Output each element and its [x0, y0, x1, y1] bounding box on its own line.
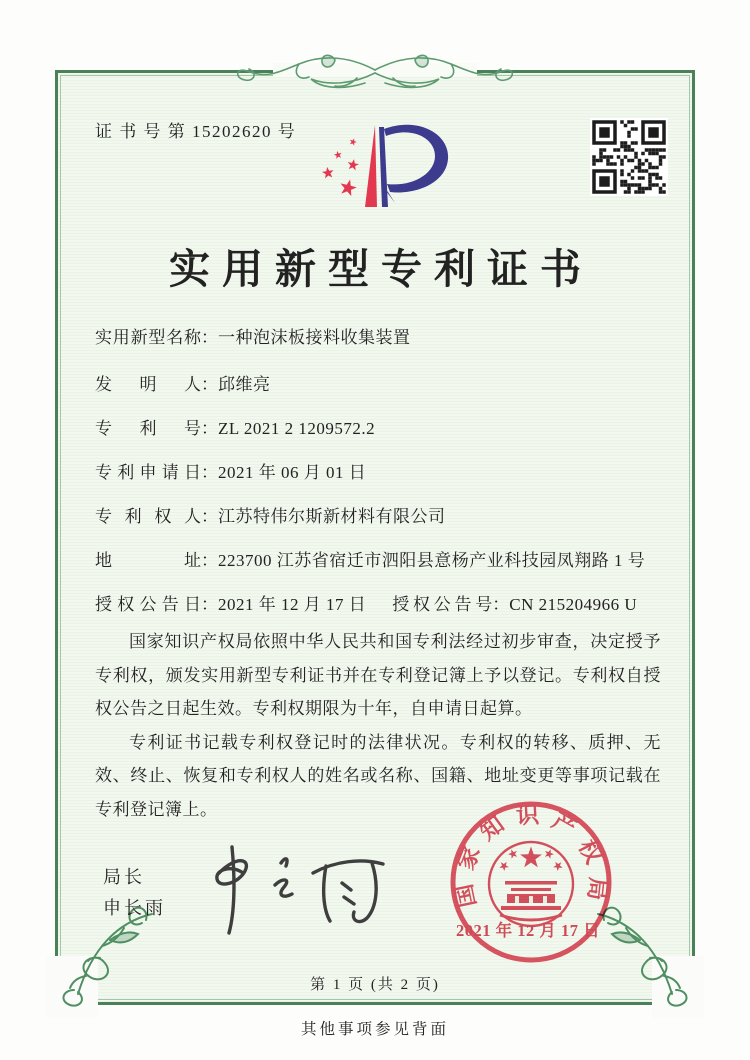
- top-flourish-ornament: [215, 48, 535, 96]
- logo-stars: [321, 137, 359, 197]
- field-label: 专利申请日: [95, 463, 201, 482]
- director-name: 申长雨: [103, 898, 166, 918]
- field-label: 专利权人: [95, 507, 201, 526]
- field-row-inventor: [95, 373, 661, 396]
- field-row-address: [95, 549, 661, 572]
- field-row-filing-date: [95, 461, 661, 484]
- field-row-patent-number: [95, 417, 661, 440]
- field-colon: ：: [492, 595, 510, 614]
- seal-graphic: [440, 795, 622, 977]
- field-colon: ：: [201, 463, 218, 482]
- field-label: 授权公告号: [392, 595, 493, 614]
- seal-date: 2021 年 12 月 17 日: [456, 921, 601, 940]
- field-label: 发明人: [95, 375, 201, 394]
- field-row-grant-announcement: [95, 593, 661, 616]
- grant-paragraph: 国家知识产权局依照中华人民共和国专利法经过初步审查，决定授予专利权，颁发实用新型专利证书并在专利登记簿上予以登记。专利权自授权公告之日起生效。专利权期限为十年，自申请日起算。: [95, 632, 661, 718]
- field-value: CN 215204966 U: [509, 595, 638, 614]
- field-row-patentee: [95, 505, 661, 528]
- field-list: [95, 326, 661, 637]
- logo-blue-bowl: [384, 125, 448, 193]
- official-seal: [440, 795, 622, 977]
- register-paragraph: 专利证书记载专利权登记时的法律状况。专利权的转移、质押、无效、终止、恢复和专利权人的姓名或名称、国籍、地址变更等事项记载在专利登记簿上。: [95, 732, 661, 819]
- field-label: 专利号: [95, 419, 201, 438]
- field-value: 2021 年 12 月 17 日: [218, 595, 367, 614]
- director-signature: [185, 833, 395, 938]
- field-value: 223700 江苏省宿迁市泗阳县意杨产业科技园凤翔路 1 号: [218, 551, 646, 570]
- logo-red-wedge: [365, 125, 377, 207]
- field-value: 江苏特伟尔斯新材料有限公司: [218, 507, 446, 526]
- certificate-number: 证 书 号 第 15202620 号: [95, 122, 297, 141]
- field-colon: ：: [201, 595, 218, 614]
- field-label: 授权公告日: [95, 595, 201, 614]
- field-value: 邱维亮: [218, 375, 271, 394]
- field-label: 实用新型名称: [95, 328, 201, 347]
- qr-code: [590, 118, 668, 196]
- back-side-note: 其他事项参见背面: [300, 1021, 449, 1038]
- field-colon: ：: [201, 551, 218, 570]
- field-label: 地址: [95, 551, 201, 570]
- certificate-title: 实用新型专利证书: [169, 246, 593, 292]
- seal-org-text: 国家知识产权局: [451, 802, 611, 910]
- page-number: 第 1 页 (共 2 页): [310, 977, 440, 993]
- field-value: ZL 2021 2 1209572.2: [218, 419, 376, 438]
- cnipa-logo: [300, 108, 456, 212]
- logo-blue-stem: [379, 127, 388, 207]
- seal-national-emblem: [489, 842, 573, 926]
- director-title: 局长: [103, 867, 145, 887]
- field-colon: ：: [201, 507, 218, 526]
- field-colon: ：: [201, 375, 218, 394]
- field-colon: ：: [201, 328, 218, 347]
- field-row-patent-name: [95, 326, 661, 349]
- field-colon: ：: [201, 419, 218, 438]
- director-block: [103, 862, 166, 924]
- field-value: 一种泡沫板接料收集装置: [218, 328, 411, 347]
- field-value: 2021 年 06 月 01 日: [218, 463, 367, 482]
